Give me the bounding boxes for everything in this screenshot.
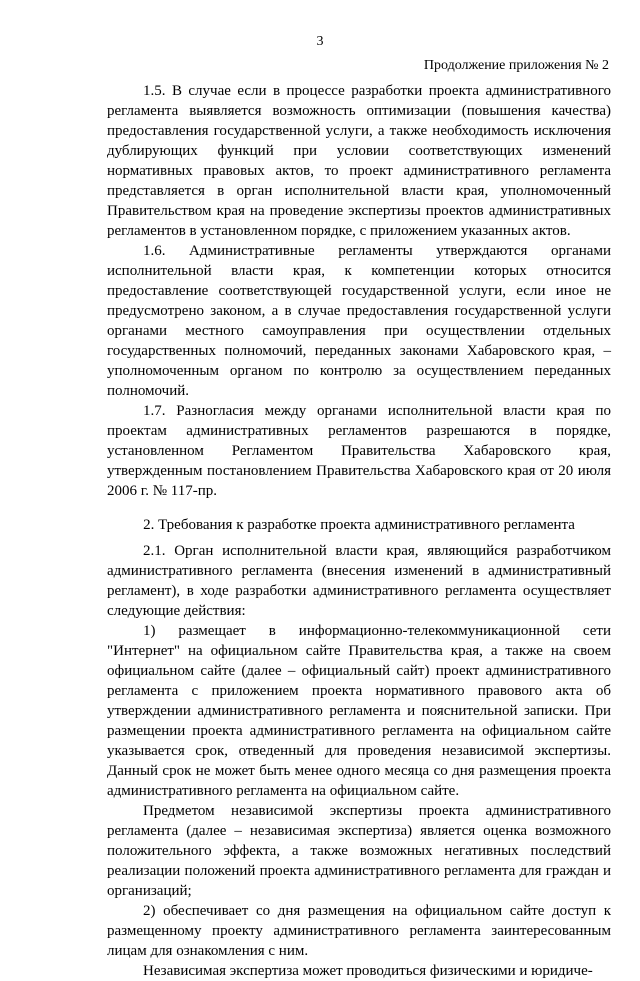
paragraph-1-7: 1.7. Разногласия между органами исполнительной власти края по проектам административных регламентов разрешаются в порядке, установленном Регламентом Правительства Хабаровского края, утвержденным постановлением Правительства Хабаровского края от 20 июля 2006 г. № 117-пр. bbox=[107, 403, 611, 499]
paragraph-expertise-conduct: Независимая экспертиза может проводиться физическими и юридиче- bbox=[143, 963, 593, 979]
paragraph-2-1-item-2: 2) обеспечивает со дня размещения на официальном сайте доступ к размещенному проекту административного регламента заинтересованным лицам для ознакомления с ним. bbox=[107, 903, 611, 959]
continuation-label: Продолжение приложения № 2 bbox=[423, 58, 609, 73]
paragraph-expertise-subject: Предметом независимой экспертизы проекта административного регламента (далее – независимая экспертиза) является оценка возможного положительного эффекта, а также возможных негативных последствий реализации положений проекта административного регламента для граждан и организаций; bbox=[107, 803, 611, 899]
paragraph-2-1: 2.1. Орган исполнительной власти края, являющийся разработчиком административного регламента (внесения изменений в административный регламент), в ходе разработки административного регламента осуществляет следующие действия: bbox=[107, 543, 611, 619]
paragraph-1-6: 1.6. Административные регламенты утверждаются органами исполнительной власти края, к компетенции которых относится предоставление соответствующей государственной услуги, если иное не предусмотрено законом, а в случае предоставления государственной услуги органами местного самоуправления при осуществлении отдельных государственных полномочий, переданных законами Хабаровского края, – уполномоченным органом по контролю за осуществлением переданных полномочий. bbox=[107, 243, 611, 399]
page-number: 3 bbox=[316, 34, 324, 49]
body-text bbox=[107, 81, 611, 981]
paragraph-1-5: 1.5. В случае если в процессе разработки проекта административного регламента выявляется возможность оптимизации (повышения качества) предоставления государственной услуги, а также необходимость исключения дублирующих функций при условии соответствующих изменений нормативных правовых актов, то проект административного регламента представляется в орган исполнительной власти края, уполномоченный Правительством края на проведение экспертизы проектов административных регламентов в установленном порядке, с приложением указанных актов. bbox=[107, 83, 611, 239]
section-heading-2: 2. Требования к разработке проекта административного регламента bbox=[143, 517, 575, 533]
paragraph-2-1-item-1: 1) размещает в информационно-телекоммуникационной сети "Интернет" на официальном сайте Правительства края, а также на своем официальном сайте (далее – официальный сайт) проект административного регламента с приложением проекта нормативного правового акта об утверждении административного регламента и пояснительной записки. При размещении проекта административного регламента на официальном сайте указывается срок, отведенный для проведения независимой экспертизы. Данный срок не может быть менее одного месяца со дня размещения проекта административного регламента на официальном сайте. bbox=[107, 623, 611, 799]
